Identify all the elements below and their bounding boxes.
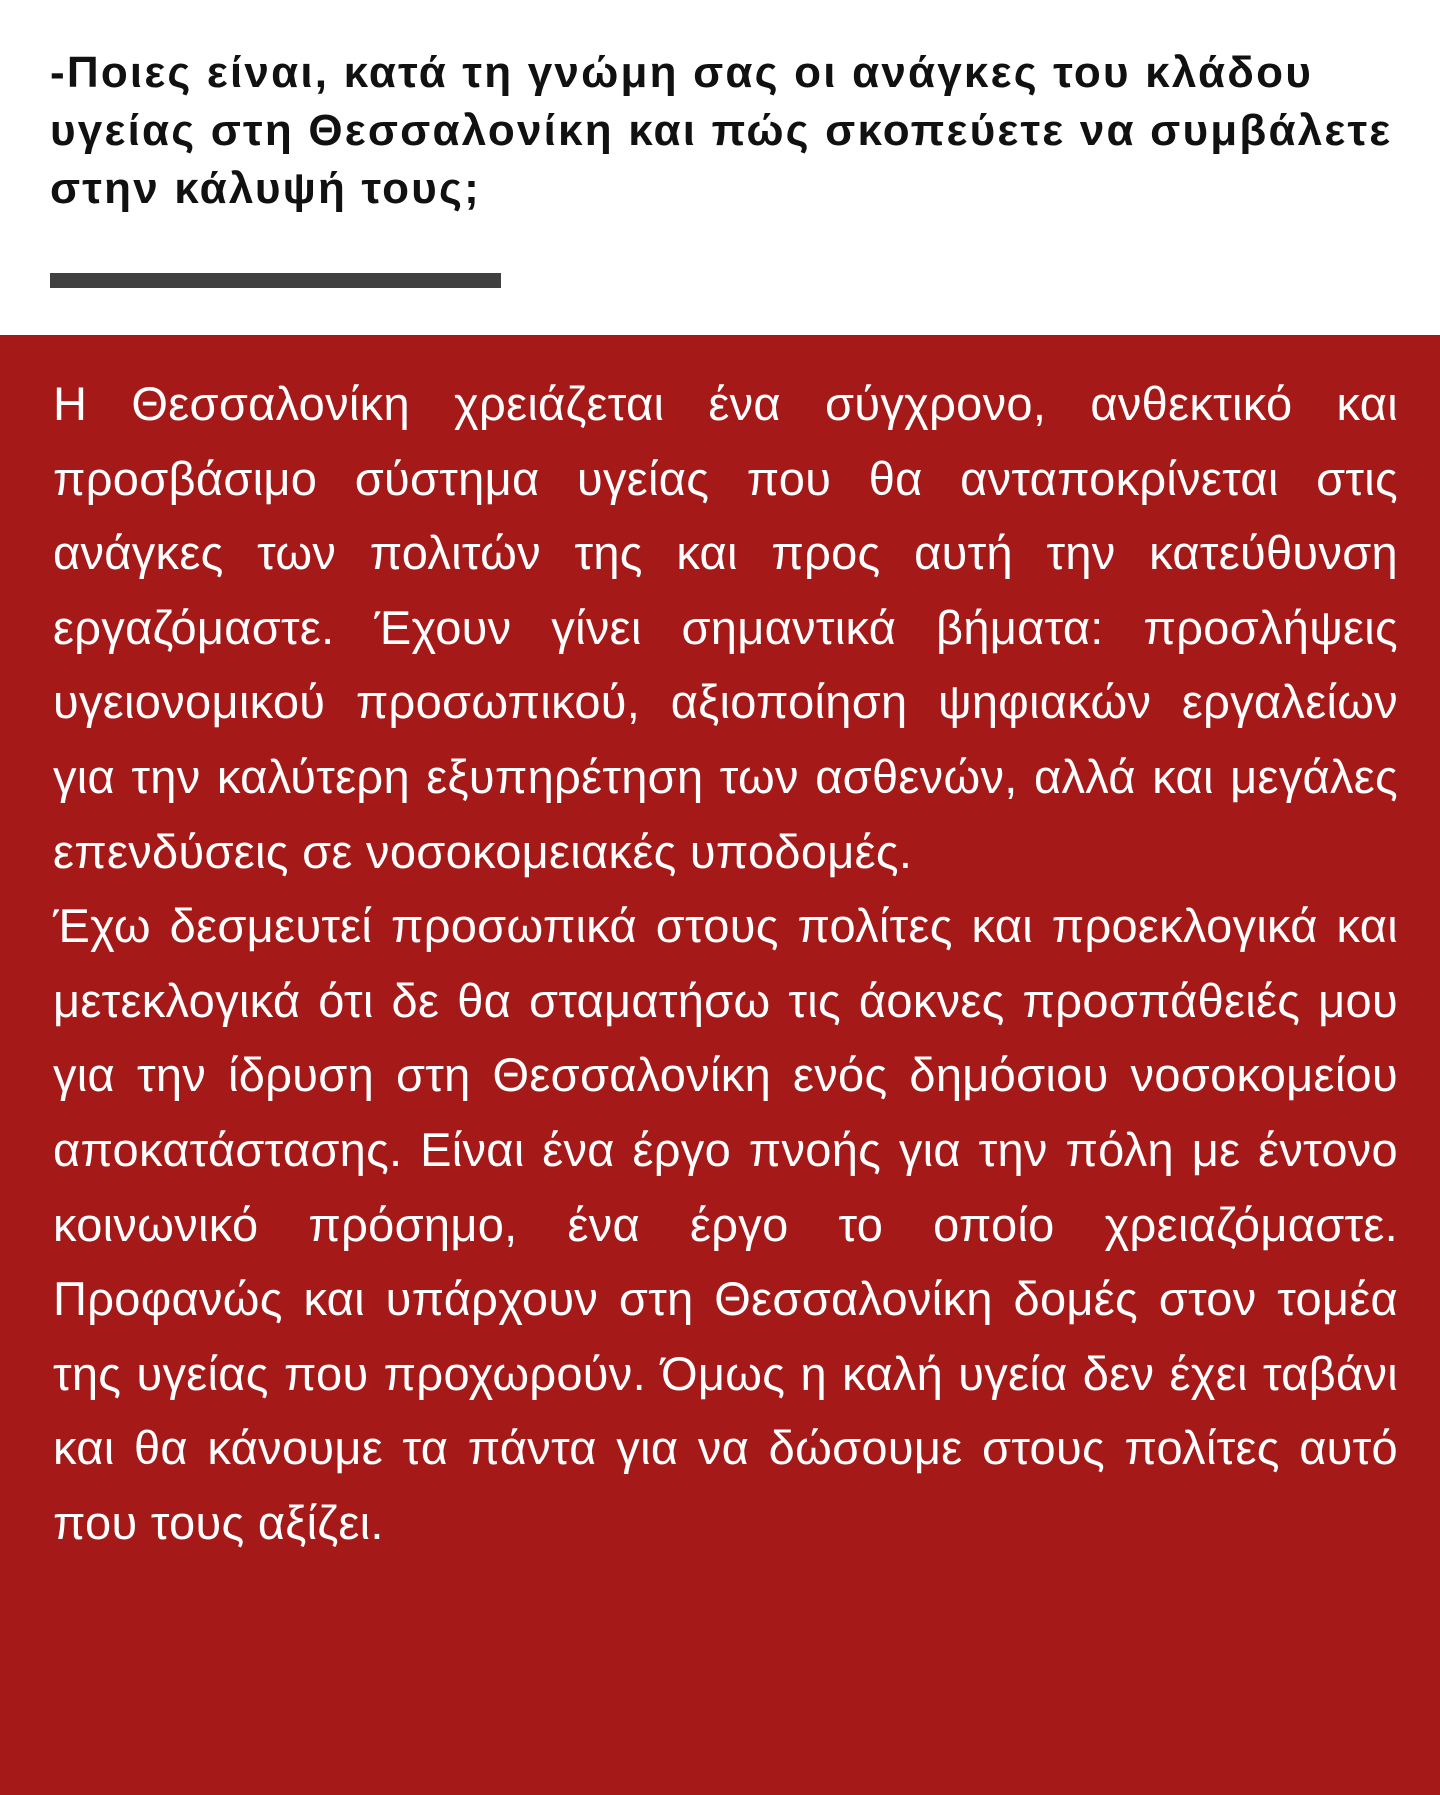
- answer-block: [0, 335, 1440, 1795]
- answer-text: [53, 367, 1398, 1561]
- question-heading: -Ποιες είναι, κατά τη γνώμη σας οι ανάγκες του κλάδου υγείας στη Θεσσαλονίκη και πώς σκοπεύετε να συμβάλετε στην κάλυψή τους;: [50, 48, 1393, 213]
- divider: [50, 273, 501, 288]
- question-block: [0, 0, 1440, 335]
- answer-paragraph: Έχω δεσμευτεί προσωπικά στους πολίτες και προεκλογικά και μετεκλογικά ότι δε θα σταματήσω τις άοκνες προσπάθειές μου για την ίδρυση στη Θεσσαλονίκη ενός δημόσιου νοσοκομείου αποκατάστασης. Είναι ένα έργο πνοής για την πόλη με έντονο κοινωνικό πρόσημο, ένα έργο το οποίο χρειαζόμαστε. Προφανώς και υπάρχουν στη Θεσσαλονίκη δομές στον τομέα της υγείας που προχωρούν. Όμως η καλή υγεία δεν έχει ταβάνι και θα κάνουμε τα πάντα για να δώσουμε στους πολίτες αυτό που τους αξίζει.: [53, 899, 1398, 1549]
- answer-paragraph: Η Θεσσαλονίκη χρειάζεται ένα σύγχρονο, ανθεκτικό και προσβάσιμο σύστημα υγείας που θα ανταποκρίνεται στις ανάγκες των πολιτών της και προς αυτή την κατεύθυνση εργαζόμαστε. Έχουν γίνει σημαντικά βήματα: προσλήψεις υγειονομικού προσωπικού, αξιοποίηση ψηφιακών εργαλείων για την καλύτερη εξυπηρέτηση των ασθενών, αλλά και μεγάλες επενδύσεις σε νοσοκομειακές υποδομές.: [53, 377, 1398, 878]
